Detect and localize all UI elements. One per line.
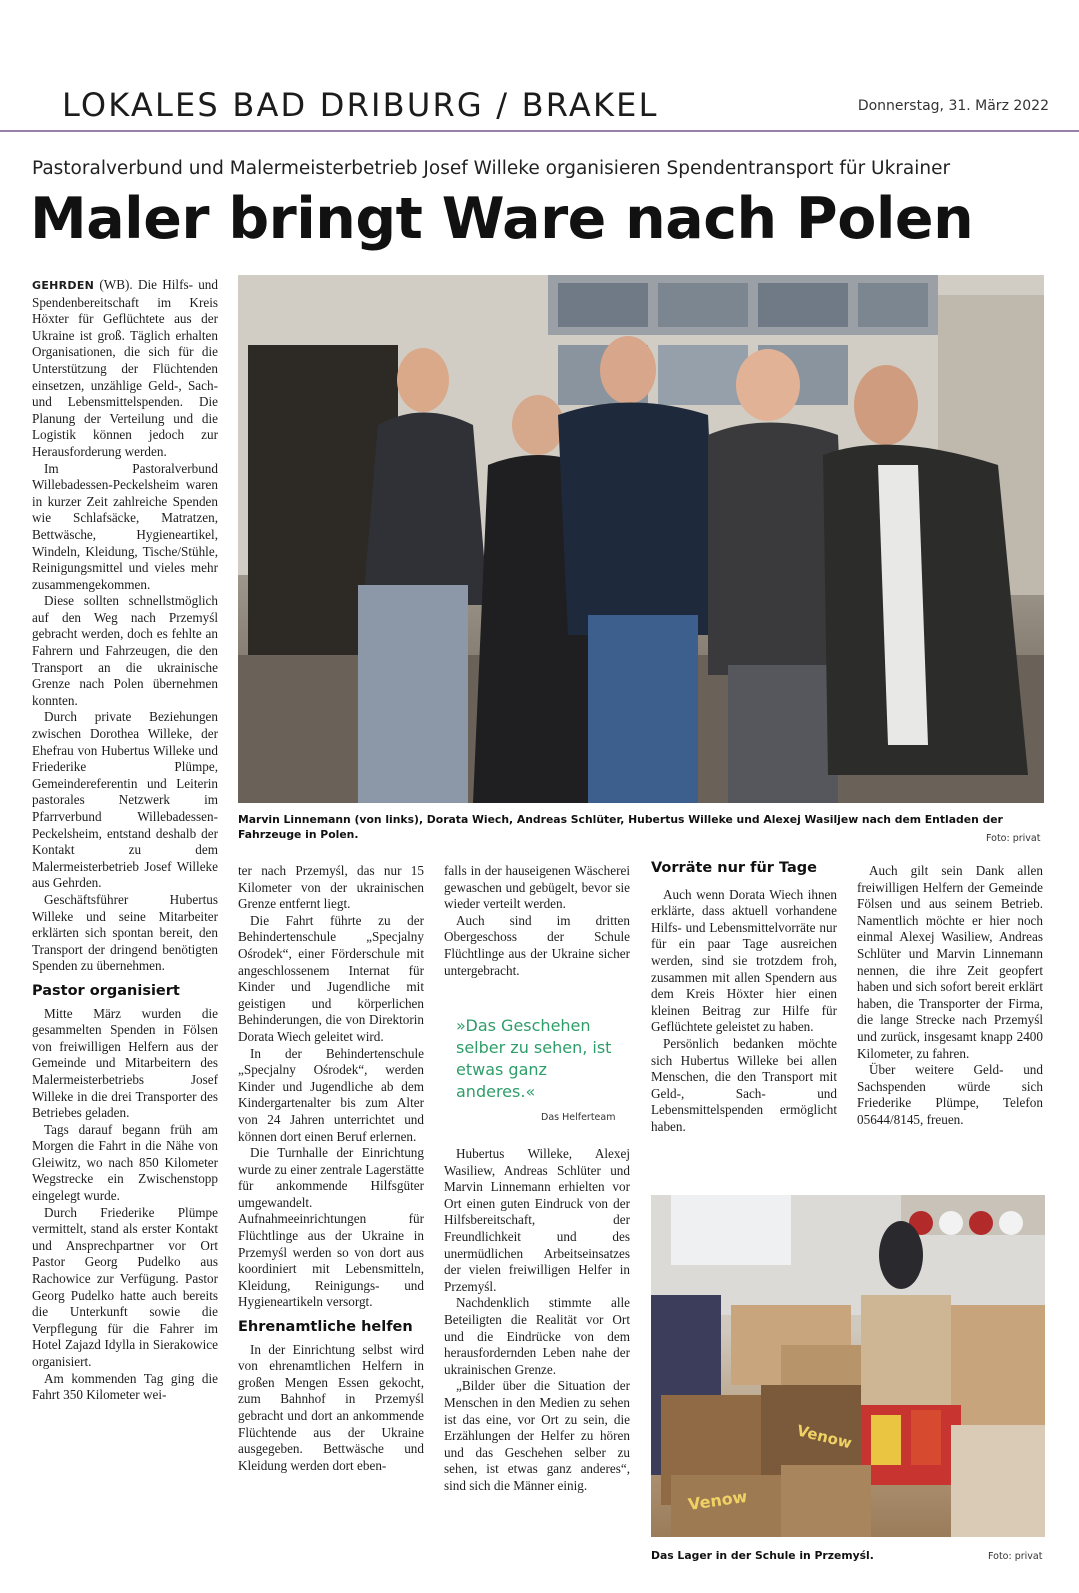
- paragraph: Auch wenn Dorata Wiech ihnen erklärte, dass aktuell vorhandene Hilfs- und Lebensmittelvorräte nur für ein paar Tage ausreichen werden, sind sie trotzdem froh, zusammen mit allen Spendern aus dem Kreis Höxter hier einen kleinen Beitrag zur Hilfe für Geflüchtete geleistet zu haben.: [651, 886, 837, 1035]
- article-column-3: [444, 863, 630, 979]
- paragraph: Diese sollten schnellstmöglich auf den Weg nach Przemyśl gebracht werden, doch es fehlte an Fahrern und Fahrzeugen, die den Transport an die ukrainische Grenze nach Polen übernehmen konnten.: [32, 593, 218, 708]
- article-column-1: [32, 277, 218, 1404]
- paragraph: Hubertus Willeke, Alexej Wasiliew, Andreas Schlüter und Marvin Linnemann erhielten vor Ort einen guten Eindruck von der Hilfsbereitschaft, der Freundlichkeit und des unermüdlichen Arbeitseinsatzes der vielen freiwilligen Helfer in Przemyśl.: [444, 1146, 630, 1294]
- section-title: LOKALES BAD DRIBURG / BRAKEL: [62, 86, 659, 124]
- header-divider: [0, 130, 1079, 132]
- paragraph: In der Behindertenschule „Specjalny Ośrodek“, werden Kinder und Jugendliche ab dem Kindergartenalter bis zum Alter von 24 Jahren unterrichtet und können dort einen Beruf erlernen.: [238, 1045, 424, 1144]
- paragraph-text: (WB). Die Hilfs- und Spendenbereitschaft im Kreis Höxter für Geflüchtete aus der Ukraine ist groß. Täglich erhalten Organisationen, die sich für die Unterstützung der Flüchtenden einsetzen, unzählige Geld-, Sach- und Lebensmittelspenden. Die Planung der Verteilung und die Logistik können jedoch zur Herausforderung werden.: [32, 277, 218, 459]
- paragraph: Mitte März wurden die gesammelten Spenden in Fölsen von freiwilligen Helfern aus der Gemeinde und Mitarbeitern des Malermeisterbetriebs Josef Willeke in die drei Transporter des Betriebes geladen.: [32, 1005, 218, 1121]
- paragraph: Durch Friederike Plümpe vermittelt, stand als erster Kontakt und Ansprechpartner vor Ort Pastor Georg Pudelko aus Rachowice zur Verfügung. Pastor Georg Pudelko hatte auch bereits die Unterkunft sowie die Verpflegung für die Fahrer im Hotel Zajazd Idylla in Sierakowice organisiert.: [32, 1204, 218, 1369]
- paragraph: [32, 277, 218, 461]
- paragraph: „Bilder über die Situation der Menschen in den Medien zu sehen ist das eine, vor Ort zu sein, die Erzählungen der Helfer zu hören und das Geschehen selber zu sehen, ist etwas ganz anderes“, sind sich die Männer einig.: [444, 1378, 630, 1493]
- dateline: GEHRDEN: [32, 279, 95, 292]
- article-kicker: Pastoralverbund und Malermeisterbetrieb Josef Willeke organisieren Spendentransport für Ukrainer: [32, 158, 951, 179]
- box-label-text: Venow: [795, 1421, 854, 1453]
- paragraph: Persönlich bedanken möchte sich Hubertus Willeke bei allen Menschen, die den Transport mit Geld-, Sach- und Lebensmittelspenden ermöglicht haben.: [651, 1035, 837, 1134]
- pull-quote: »Das Geschehen selber zu sehen, ist etwas ganz anderes.«: [456, 1016, 612, 1101]
- photo-caption: Das Lager in der Schule in Przemyśl.: [651, 1549, 874, 1562]
- article-column-2: [238, 863, 424, 1474]
- photo-caption: Marvin Linnemann (von links), Dorata Wiech, Andreas Schlüter, Hubertus Willeke und Alexej Wasiljew nach dem Entladen der Fahrzeuge in Polen.: [238, 813, 1003, 841]
- photo-credit: Foto: privat: [986, 833, 1041, 844]
- article-column-4: [651, 860, 837, 1136]
- article-column-3-continued: [444, 1146, 630, 1494]
- storage-photo-illustration: [651, 1195, 1045, 1537]
- subheading: Ehrenamtliche helfen: [238, 1319, 413, 1336]
- paragraph: Auch sind im dritten Obergeschoss der Schule Flüchtlinge aus der Ukraine sicher untergebracht.: [444, 912, 630, 978]
- paragraph: Die Turnhalle der Einrichtung wurde zu einer zentrale Lagerstätte für ankommende Hilfsgüter umgewandelt. Aufnahmeeinrichtungen für Flüchtlinge aus der Ukraine in Przemyśl werden so von dort aus koordiniert mit Lebensmitteln, Kleidung, Reinigungs- und Hygieneartikeln versorgt.: [238, 1145, 424, 1310]
- article-column-5: [857, 863, 1043, 1129]
- storage-photo: [651, 1195, 1045, 1537]
- paragraph: Die Fahrt führte zu der Behindertenschule „Specjalny Ośrodek“, einer Förderschule mit angeschlossenem Internat für Kinder und Jugendliche mit geistigen und körperlichen Behinderungen, die von Direktorin Dorata Wiech geleitet wird.: [238, 912, 424, 1044]
- issue-date: Donnerstag, 31. März 2022: [857, 98, 1049, 114]
- paragraph: Geschäftsführer Hubertus Willeke und seine Mitarbeiter erklärten sich spontan bereit, den Transport der dringend benötigten Spenden zu übernehmen.: [32, 891, 218, 974]
- pull-quote-source: Das Helferteam: [541, 1112, 616, 1123]
- box-label-text: Venow: [686, 1486, 749, 1514]
- paragraph: Nachdenklich stimmte alle Beteiligten die Realität vor Ort und die Eindrücke von dem herausfordernden Leben nahe der ukrainischen Grenze.: [444, 1295, 630, 1377]
- photo-credit: Foto: privat: [988, 1551, 1043, 1562]
- article-headline: Maler bringt Ware nach Polen: [30, 186, 974, 252]
- paragraph: ter nach Przemyśl, das nur 15 Kilometer von der ukrainischen Grenze entfernt liegt.: [238, 863, 424, 912]
- subheading: Vorräte nur für Tage: [651, 860, 817, 876]
- paragraph: Über weitere Geld- und Sachspenden würde sich Friederike Plümpe, Telefon 05644/8145, freuen.: [857, 1062, 1043, 1127]
- paragraph: Auch gilt sein Dank allen freiwilligen Helfern der Gemeinde Fölsen und aus seinem Betrieb. Namentlich möchte er hier noch einmal Alexej Wasiliew, Andreas Schlüter und Marvin Linnemann nennen, die ihre Zeit geopfert haben und sich sofort bereit erklärt haben, die Transporter der Firma, die lange Strecke nach Przemyśl und zurück, insgesamt knapp 2400 Kilometer, zu fahren.: [857, 863, 1043, 1061]
- paragraph: In der Einrichtung selbst wird von ehrenamtlichen Helfern in großen Mengen Essen gekocht, zum Bahnhof in Przemyśl gebracht und dort an ankommende Flüchtende aus der Ukraine ausgegeben. Bettwäsche und Kleidung werden dort eben-: [238, 1341, 424, 1473]
- paragraph: Durch private Beziehungen zwischen Dorothea Willeke, der Ehefrau von Hubertus Willeke und Friederike Plümpe, Gemeindereferentin und Leiterin pastorales Netzwerk im Pfarrverbund Willebadessen-Peckelsheim, entstand deshalb der Kontakt zu dem Malermeisterbetrieb Josef Willeke aus Gehrden.: [32, 709, 218, 891]
- subheading: Pastor organisiert: [32, 982, 180, 999]
- paragraph: Im Pastoralverbund Willebadessen-Peckelsheim waren in kurzer Zeit zahlreiche Spenden wie Schlafsäcke, Matratzen, Bettwäsche, Hygieneartikel, Windeln, Kleidung, Tische/Stühle, Reinigungsmittel und vieles mehr zusammengekommen.: [32, 460, 218, 592]
- paragraph: Am kommenden Tag ging die Fahrt 350 Kilometer wei-: [32, 1370, 218, 1403]
- group-photo: [238, 275, 1044, 803]
- group-photo-illustration: [238, 275, 1044, 803]
- paragraph: falls in der hauseigenen Wäscherei gewaschen und gebügelt, bevor sie wieder verteilt werden.: [444, 863, 630, 912]
- paragraph: Tags darauf begann früh am Morgen die Fahrt in die Nähe von Gleiwitz, wo nach 850 Kilometer Wegstrecke ein Zwischenstopp eingelegt wurde.: [32, 1121, 218, 1204]
